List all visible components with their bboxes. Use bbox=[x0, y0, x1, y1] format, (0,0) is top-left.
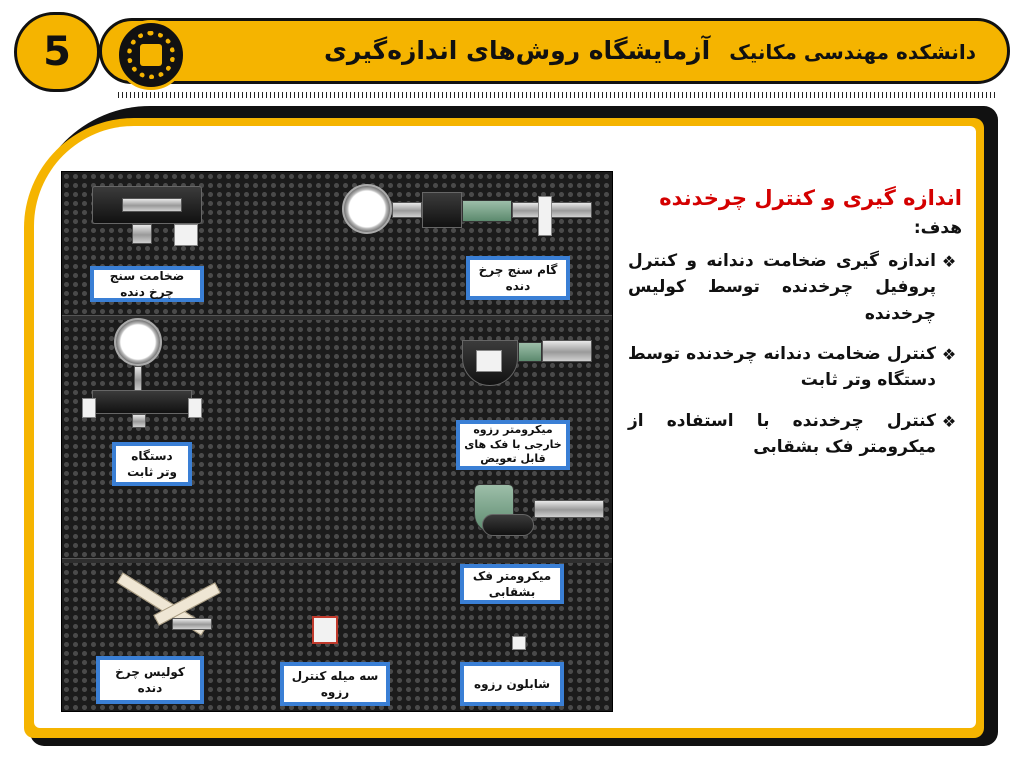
objective-text: اندازه گیری ضخامت دندانه و کنترل پروفیل چرخدنده توسط کولیس چرخدنده bbox=[628, 251, 936, 324]
thread-gauge-tool bbox=[512, 636, 528, 652]
goal-label: هدف: bbox=[913, 218, 962, 238]
label-fixed-chord-device: دستگاه وتر ثابت bbox=[112, 442, 192, 486]
label-thread-gauge: شابلون رزوه bbox=[460, 662, 564, 706]
header bbox=[14, 12, 1010, 92]
objectives-panel bbox=[628, 186, 962, 474]
lab-title: آزمایشگاه روش‌های اندازه‌گیری bbox=[324, 36, 711, 65]
gear-pitch-gauge-tool bbox=[332, 184, 592, 242]
board-shelf bbox=[62, 558, 612, 563]
label-gear-caliper: کولیس چرخ دنده bbox=[96, 656, 204, 704]
objective-text: کنترل ضخامت دندانه چرخدنده توسط دستگاه وتر ثابت bbox=[628, 344, 936, 391]
list-item bbox=[628, 341, 962, 394]
label-disc-micrometer: میکرومتر فک بشقابی bbox=[460, 564, 564, 604]
disc-micrometer-tool bbox=[464, 484, 604, 546]
four-diamond-bullet-icon: ❖ bbox=[941, 345, 957, 365]
list-item bbox=[628, 248, 962, 327]
university-seal-icon bbox=[116, 20, 186, 90]
header-ruler-decoration bbox=[118, 92, 998, 98]
label-three-wire: سه میله کنترل رزوه bbox=[280, 662, 390, 706]
objective-text: کنترل چرخدنده با استفاده از میکرومتر فک بشقابی bbox=[628, 410, 936, 458]
tooth-thickness-caliper-tool bbox=[92, 186, 202, 246]
instrument-board-photo bbox=[61, 171, 613, 712]
page-number: 5 bbox=[14, 12, 100, 92]
four-diamond-bullet-icon: ❖ bbox=[941, 252, 957, 271]
objectives-list bbox=[628, 248, 962, 460]
label-gear-pitch-gauge: گام سنج چرخ دنده bbox=[466, 256, 570, 300]
department-name: دانشکده مهندسی مکانیک bbox=[729, 40, 976, 64]
gear-caliper-tool bbox=[112, 578, 222, 648]
section-title: اندازه گیری و کنترل چرخدنده bbox=[659, 186, 962, 210]
thread-micrometer-tool bbox=[452, 334, 592, 394]
fixed-chord-device-tool bbox=[82, 318, 202, 428]
four-diamond-bullet-icon: ❖ bbox=[941, 411, 957, 431]
list-item bbox=[628, 408, 962, 461]
three-wire-tool bbox=[312, 616, 342, 644]
label-tooth-thickness-caliper: ضخامت سنج چرخ دنده bbox=[90, 266, 204, 302]
label-thread-micrometer: میکرومتر رزوه خارجی با فک های قابل تعویض bbox=[456, 420, 570, 470]
